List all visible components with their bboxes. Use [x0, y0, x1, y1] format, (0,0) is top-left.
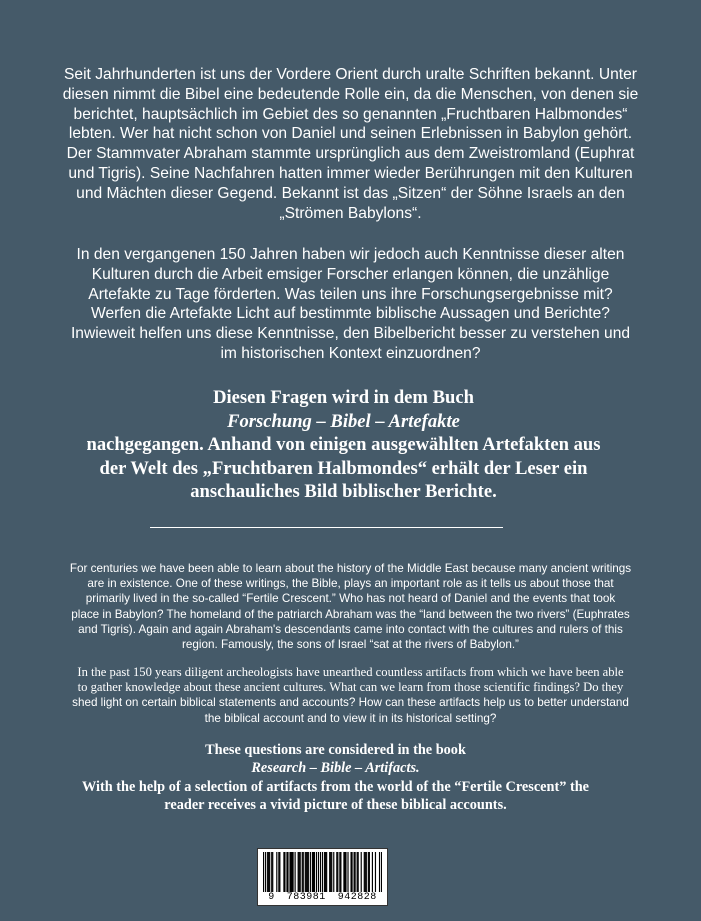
barcode-bar [365, 852, 366, 892]
text-line: region. Famously, the sons of Israel “sat at the rivers of Babylon.” [182, 638, 519, 652]
text-line: are in existence. One of these writings, the Bible, plays an important role as it tells us about those that [87, 577, 614, 591]
barcode-bar [320, 852, 321, 892]
barcode-bar [302, 852, 303, 892]
barcode-bar [340, 852, 341, 892]
barcode-bar [279, 852, 280, 892]
barcode-bar [368, 852, 369, 892]
text-line: primarily lived in the so-called “Fertile Crescent.” Who has not heard of Daniel and the events that took [85, 592, 616, 606]
barcode-bar [336, 852, 337, 892]
text-line: diesen nimmt die Bibel eine bedeutende Rolle ein, da die Menschen, von denen sie [62, 85, 639, 103]
barcode-bar [329, 852, 330, 892]
text-line: Seit Jahrhunderten ist uns der Vordere Orient durch uralte Schriften bekannt. Unter [64, 66, 637, 83]
barcode-bar [350, 852, 351, 892]
barcode-bar [343, 852, 344, 892]
barcode-bar [364, 852, 365, 892]
text-line: „Strömen Babylons“. [279, 204, 422, 222]
barcode-bar [358, 852, 359, 892]
barcode-bars [263, 852, 382, 892]
barcode-bar [287, 852, 288, 892]
barcode-bar [325, 852, 326, 892]
book-title-english: Research – Bible – Artifacts. [251, 760, 420, 777]
barcode-bar [322, 852, 323, 892]
text-line: In den vergangenen 150 Jahren haben wir jedoch auch Kenntnisse dieser alten [76, 246, 625, 263]
barcode-bar [351, 852, 352, 892]
barcode-bar [324, 852, 325, 892]
text-line: der Welt des „Fruchtbaren Halbmondes“ erhält der Leser ein [99, 457, 588, 479]
text-line: In the past 150 years diligent archeologists have unearthed countless artifacts from which we have been able [77, 665, 624, 679]
text-line: nachgegangen. Anhand von einigen ausgewählten Artefakten aus [86, 434, 601, 455]
barcode-bar [269, 852, 270, 892]
barcode-bar [286, 852, 287, 892]
barcode-bar [372, 852, 373, 892]
barcode-bar [300, 852, 301, 892]
barcode-bar [291, 852, 292, 892]
text-line: und Tigris). Seine Nachfahren hatten immer wieder Berührungen mit den Kulturen [68, 164, 633, 182]
text-line: Inwieweit helfen uns diese Kenntnisse, den Bibelbericht besser zu verstehen und [70, 325, 631, 343]
barcode-bar [267, 852, 268, 892]
barcode-bar [313, 852, 314, 892]
barcode-bar [305, 852, 306, 892]
text-line: Werfen die Artefakte Licht auf bestimmte biblische Aussagen und Berichte? [91, 305, 610, 323]
text-line: For centuries we have been able to learn about the history of the Middle East because many ancient writings [69, 562, 632, 575]
barcode-bar [337, 852, 338, 892]
barcode-digits-left: 783981 [286, 892, 326, 903]
text-line: im historischen Kontext einzuordnen? [220, 344, 481, 362]
barcode-bar [379, 852, 380, 892]
barcode-bar [333, 852, 334, 892]
text-line: und Mächten dieser Gegend. Bekannt ist das „Sitzen“ der Söhne Israels an den [76, 184, 625, 202]
barcode-bar [310, 852, 311, 892]
text-line: Der Stammvater Abraham stammte ursprünglich aus dem Zweistromland (Euphrat [66, 145, 635, 163]
barcode-bar [345, 852, 346, 892]
barcode-bar [272, 852, 273, 892]
text-line: lebten. Wer hat nicht schon von Daniel und seinen Erlebnissen in Babylon gehört. [68, 125, 633, 143]
barcode-bar [314, 852, 315, 892]
barcode-bar [290, 852, 291, 892]
english-book-statement [0, 741, 701, 815]
barcode-bar [271, 852, 272, 892]
text-line: the biblical account and to view it in its historical setting? [204, 711, 497, 725]
barcode-bar [283, 852, 284, 892]
english-paragraph-2 [0, 665, 701, 726]
book-title-german: Forschung – Bibel – Artefakte [227, 410, 460, 432]
barcode-bar [276, 852, 277, 892]
barcode-bar [369, 852, 370, 892]
text-line: Artefakte zu Tage förderten. Was teilen uns ihre Forschungsergebnisse mit? [88, 285, 613, 303]
barcode-bar [307, 852, 308, 892]
barcode-bar [293, 852, 294, 892]
barcode-bar [308, 852, 309, 892]
barcode-bar [268, 852, 269, 892]
barcode-bar [289, 852, 290, 892]
english-paragraph-1 [0, 561, 701, 652]
barcode-bar [361, 852, 362, 892]
barcode-bar [375, 852, 376, 892]
barcode-bar [347, 852, 348, 892]
text-line: and Tigris). Again and again Abraham's descendants came into contact with the cultures and rulers of this [78, 622, 623, 636]
barcode-bar [318, 852, 319, 892]
barcode-bar [303, 852, 304, 892]
text-line: place in Babylon? The homeland of the patriarch Abraham was the “land between the two rivers” (Euphrates [71, 607, 630, 621]
barcode-bar [299, 852, 300, 892]
text-line: reader receives a vivid picture of these biblical accounts. [164, 797, 507, 814]
barcode-bar [263, 852, 264, 892]
barcode-number [258, 892, 387, 903]
barcode-bar [265, 852, 266, 892]
barcode-bar [357, 852, 358, 892]
barcode-bar [344, 852, 345, 892]
barcode-bar [312, 852, 313, 892]
text-line: anschauliches Bild biblischer Berichte. [190, 481, 497, 502]
text-line: Kulturen durch die Arbeit emsiger Forscher erlangen können, die unzählige [91, 265, 610, 283]
barcode-bar [331, 852, 332, 892]
text-line: to gather knowledge about these ancient cultures. What can we learn from those scientific findings? Do they [77, 680, 624, 695]
german-paragraph-2 [0, 245, 701, 364]
barcode-digit-first: 9 [268, 892, 275, 903]
barcode-bar [330, 852, 331, 892]
barcode-bar [306, 852, 307, 892]
barcode-bar [284, 852, 285, 892]
barcode-bar [295, 852, 296, 892]
barcode-bar [339, 852, 340, 892]
barcode-bar [298, 852, 299, 892]
section-divider [150, 527, 503, 528]
german-book-statement [0, 386, 701, 504]
barcode-bar [316, 852, 317, 892]
barcode-bar [354, 852, 355, 892]
text-line: With the help of a selection of artifacts from the world of the “Fertile Crescent” the [81, 778, 590, 795]
german-paragraph-1 [0, 65, 701, 223]
text-line: shed light on certain biblical statements and accounts? How can these artifacts help us to better understand [72, 696, 629, 710]
barcode-bar [355, 852, 356, 892]
text-line: berichtet, hauptsächlich im Gebiet des so genannten „Fruchtbaren Halbmondes“ [73, 105, 628, 123]
isbn-barcode [257, 848, 388, 906]
barcode-bar [326, 852, 327, 892]
barcode-bar [366, 852, 367, 892]
barcode-bar [278, 852, 279, 892]
barcode-digits-right: 942828 [337, 892, 377, 903]
text-line: Diesen Fragen wird in dem Buch [213, 387, 474, 408]
text-line: These questions are considered in the book [205, 742, 466, 758]
barcode-bar [381, 852, 382, 892]
